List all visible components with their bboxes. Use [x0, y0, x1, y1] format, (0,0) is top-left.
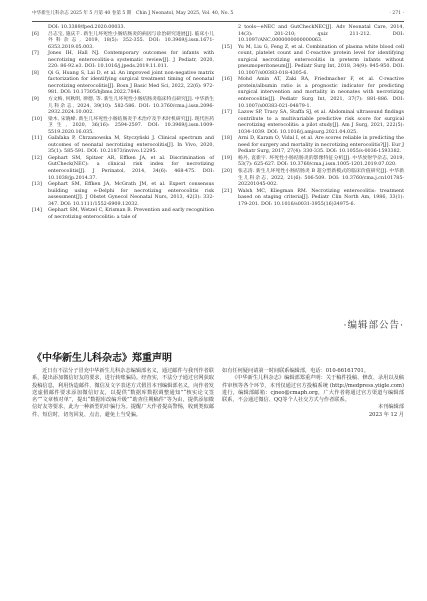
reference-text: 杨丹, 袁新宇. 坏死性小肠结肠炎的影像特征分析[J]. 中华放射学杂志, 2019, 53(7): 625-627. DOI: 10.3760/cma.j.issn.1005-1201.2019.07.020. — [238, 155, 404, 168]
reference-item — [32, 156, 214, 182]
reference-text: 方文梅, 何秋明, 律德, 等. 新生儿坏死性小肠结肠炎临床特点研究[J]. 中华新生儿科杂志, 2024, 39(10): 582-586. DOI: 10.3760/cma.j.issn.2096-2932.2024.10.002. — [48, 97, 214, 116]
reference-text: Qi G, Huang S, Lai D, et al. An improved joint non-negative matrix factorization for identifying surgical treatment timing of neonatal necrotizing enterocolitis[J]. Bosn J Basic Med Sci, 2022, 22(6): 972-981. DOI: 10.17305/bjbms.2022.7846. — [48, 70, 214, 96]
journal-header: 中华新生儿科杂志 2025 年 5 月第 40 卷第 5 期 Chin J Neonatol, May 2025, Vol. 40, No. 5 — [32, 11, 234, 16]
reference-number: [21] — [222, 188, 232, 194]
reference-text: Gephart SM, Effken JA, McGrath JM, et al. Expert consensus building using e-Delphi for necrotizing enterocolitis risk assessment[J]. J Obstet Gynecol Neonatal Nurs, 2013, 42(3): 332-347. DOI: 10.1111/1552-6909.12032. — [48, 182, 214, 207]
reference-text: Jones IH, Hall NJ. Contemporary outcomes for infants with necrotizing enterocolitis-a systematic review[J]. J Pediatr, 2020, 220: 86-92.e3. DOI: 10.1016/j.jpeds.2019.11.011. — [48, 51, 214, 70]
reference-number: [13] — [32, 182, 42, 188]
reference-number: [15] — [222, 44, 232, 50]
reference-text: Lazow SP, Tracy SA, Staffa SJ, et al. Abdominal ultrasound findings contribute to a multivariable predictive risk score for surgical necrotizing enterocolitis: a pilot study[J]. Am J Surg, 2021, 222(5): 1034-1039. DOI: 10.1016/j.amjsurg.2021.04.025. — [238, 110, 404, 135]
reference-item — [222, 110, 404, 136]
reference-number: [7] — [32, 51, 39, 57]
notice-right-column — [222, 368, 404, 419]
reference-item — [32, 32, 214, 52]
reference-number: [20] — [222, 169, 232, 175]
reference-number: [11] — [32, 136, 42, 142]
notice-title: 《中华新生儿科杂志》郑重声明 — [32, 353, 172, 364]
reference-text: Gaľaľaka P, Chrzanowska M, Styczyński J. Clinical spectrum and outcomes of neonatal necrotizing enterocolitis[J]. In Vivo, 2020, 35(1): 585-591. DOI: 10.21873/invivo.12295. — [48, 136, 214, 155]
reference-item — [32, 71, 214, 97]
reference-item — [222, 189, 404, 209]
reference-item — [32, 51, 214, 71]
reference-text: Gephart SM, Spitzer AR, Effken JA, et al. Discrimination of GutCheck(NEC): a clinical risk index for necrotizing enterocolitis[J]. J Perinatol, 2014, 34(6): 468-475. DOI: 10.1038/jp.2014.37. — [48, 155, 214, 181]
reference-item — [32, 182, 214, 208]
notice-date: 2023 年 12 月 — [368, 411, 404, 418]
references-left-column — [32, 25, 214, 221]
notice-paragraph: 《中华新生儿科杂志》编辑部郑重声明：关于稿件投稿、修改、录用以及稿件审核等各个环节，本刊仅通过官方投稿系统 (http://medpress.yiigle.com) 进行，编辑部邮箱：cjneo@cmaph.org，广大作者将通过官方渠道与编辑部联系，不会通过微信、QQ等个人社交方式与作者联系。 — [222, 375, 404, 404]
page-number: · 271 · — [389, 11, 404, 16]
notice-paragraph: 近日有不法分子冒充中华新生儿科杂志编辑部名义，通过邮件与我刊作者联系，提出添加微信好友的要求，进行转账骗局。经查实，不法分子通过官网获取投稿信息，利用伪造邮件、微信及文字表述方式假冒本刊编辑部名义，向作者发送虚假邮件要求添加微信好友，以提供“数据库数据调整通知”“核实论文签名”“文章核对单”，提出“数据库改编升级”“助查往期稿件”等为由，提供添加微信好友等要求，此为一种新型的诈骗行为。提醒广大作者提高警惕，收到类似邮件、短信时，切勿回复、点击，避免上当受骗。 — [32, 368, 214, 418]
header-rule — [32, 21, 404, 22]
reference-number: [10] — [32, 116, 42, 122]
reference-text: DOI: 10.3389/fped.2020.00033. — [48, 25, 126, 30]
reference-number: [6] — [32, 31, 39, 37]
reference-item — [222, 25, 404, 45]
reference-number: [17] — [222, 110, 232, 116]
reference-text: Gephart SM, Wetzel C, Krisman B. Prevention and early recognition of necrotizing enterocolitis: a tale of — [48, 208, 214, 220]
notice-left-column — [32, 368, 214, 419]
reference-item — [32, 97, 214, 117]
references-right-column — [222, 25, 404, 208]
reference-item — [222, 156, 404, 169]
reference-text: Yu M, Liu G, Feng Z, et al. Combination of plasma white blood cell count, platelet count and C-reactive protein level for identifying surgical necrotizing enterocolitis in preterm infants without pneumoperitoneum[J]. Pediatr Surg Int, 2018, 34(9): 945-950. DOI: 10.1007/s00383-018-4305-6. — [238, 44, 404, 76]
reference-number: [19] — [222, 155, 232, 161]
notice-signature: 本刊编辑部 — [378, 404, 404, 411]
reference-item — [32, 136, 214, 156]
reference-text: Mohd Amin AT, Zaki RA, Friedmacher F, et al. C-reactive protein/albumin ratio is a prognostic indicator for predicting surgical intervention and mortality in neonates with necrotizing enterocolitis[J]. Pediatr Surg Int, 2021, 37(7): 881-886. DOI: 10.1007/s00383-021-04879-1. — [238, 77, 404, 109]
reference-number: [16] — [222, 77, 232, 83]
reference-item — [222, 45, 404, 78]
reference-text: 2 tools—eNEC and GutCheckNEC[J]. Adv Neonatal Care, 2014, 14(3): 201-210; quiz 211-212. DOI: 10.1097/ANC.0000000000000063. — [238, 25, 404, 44]
reference-text: 吕志宝, 施庆千. 新生儿坏死性小肠结肠炎的病因与诊治研究进展[J]. 临床小儿外科杂志, 2019, 18(5): 352-355. DOI: 10.3969/j.issn.1671-6353.2019.05.003. — [48, 31, 214, 50]
reference-text: 张志清. 新生儿坏死性小肠结肠炎 B 超分型新模式的临床价值研究[J]. 中华新生儿科杂志, 2022, 21(6): 506-509. DOI: 10.3760/cma.j.cn101785-202201045-002. — [238, 169, 404, 188]
reference-text: 梁木, 宋晓峰. 新生儿坏死性小肠结肠炎手术治疗及手术时机研究[J]. 现代医药卫生, 2020, 36(16): 2594-2597. DOI: 10.3969/j.issn.1009-5519.2020.16.035. — [48, 116, 214, 135]
running-header — [32, 8, 404, 20]
reference-number: [8] — [32, 70, 39, 76]
section-label: ·编辑部公告· — [343, 320, 404, 331]
notice-contact: 如有任何疑问请第一时间联系编辑部，电话：010-66161701。 — [222, 368, 369, 374]
reference-item — [222, 169, 404, 189]
reference-number: [14] — [32, 208, 42, 214]
reference-text: Arni D, Karam O, Vidal I, et al. Are scores reliable in predicting the need for surgery and mortality in necrotizing enterocolitis?[J]. Eur J Pediatr Surg, 2017, 27(4): 330-335. DOI: 10.1055/s-0036-1593382. — [238, 136, 404, 155]
reference-number: [12] — [32, 155, 42, 161]
reference-item — [32, 117, 214, 137]
reference-item — [32, 208, 214, 221]
reference-item — [222, 77, 404, 110]
reference-number: [9] — [32, 97, 39, 103]
reference-text: Walsh MC, Kliegman RM. Necrotizing enterocolitis: treatment based on staging criteria[J]. Pediatr Clin North Am, 1986, 33(1): 179-201. DOI: 10.1016/s0031-3955(16)34975-6. — [238, 188, 404, 207]
reference-item — [222, 136, 404, 156]
reference-number: [18] — [222, 136, 232, 142]
